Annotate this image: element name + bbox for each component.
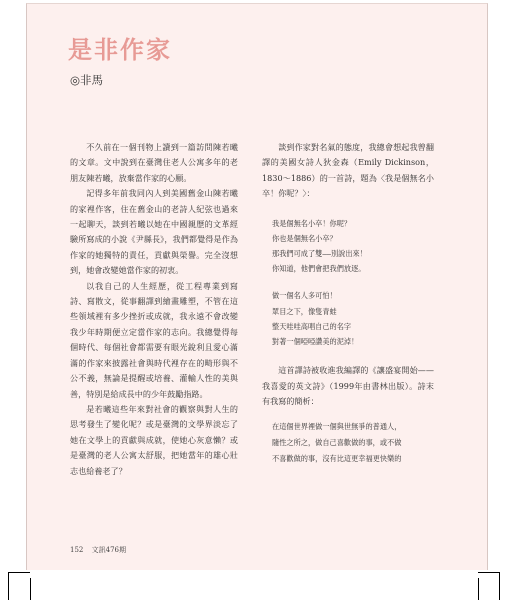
crop-mark bbox=[499, 572, 500, 600]
poem-line: 眾目之下，像隻青蛙 bbox=[272, 306, 337, 316]
publication-name: 文訊476期 bbox=[91, 546, 126, 554]
paragraph: 以我自己的人生經歷，從工程專業到寫詩、寫散文，從事翻譯到繪畫雕塑，不管在這些領域裡有多少挫折或成就，我永遠不會改變我少年時期便立定當作家的志向。我總覺得每個時代、每個社會都需要有眼光銳利且愛心滿滿的作家來披露社會與時代裡存在的畸形與不公不義，無論是提醒或培養、灌輸人性的美與善，特別是給成長中的少年鼓勵指路。 bbox=[70, 280, 238, 399]
stanza-break bbox=[272, 276, 434, 288]
commentary-line: 不喜歡做的事，沒有比這更幸福更快樂的 bbox=[272, 454, 402, 464]
article-title: 是非作家 bbox=[68, 35, 172, 64]
poem-block bbox=[272, 216, 434, 350]
poem-line: 那我們可成了雙——別說出來！ bbox=[272, 249, 367, 259]
crop-mark bbox=[478, 572, 500, 573]
paragraph: 不久前在一個刊物上讀到一篇訪問陳若曦的文章。文中說到在臺灣住老人公寓多年的老朋友陳若曦，放棄當作家的心願。 bbox=[70, 142, 238, 183]
crop-mark bbox=[8, 572, 9, 600]
paragraph: 是若曦這些年來對社會的觀察與對人生的思考發生了變化呢？或是臺灣的文學界淡忘了她在文學上的貢獻與成就，使她心灰意懶？或是臺灣的老人公寓太舒服，把她當年的雄心壯志也給養老了？ bbox=[70, 403, 238, 476]
poem-line: 對著一個啞啞讚美的泥淖！ bbox=[272, 337, 359, 347]
paragraph: 這首譯詩被收進我編譯的《讓盛宴開始——我喜愛的英文詩》（1999年由書林出版）。詩末有我寫的簡析： bbox=[262, 365, 434, 407]
poem-line: 我是個無名小卒！你呢？ bbox=[272, 218, 352, 228]
right-column bbox=[262, 140, 434, 467]
crop-mark bbox=[30, 578, 31, 600]
commentary-block bbox=[272, 419, 434, 467]
crop-mark bbox=[478, 578, 479, 600]
paragraph: 談到作家對名氣的態度，我總會想起我曾翻譯的美國女詩人狄金森（Emily Dickinson，1830～1886）的一首詩，題為〈我是個無名小卒！你呢？〉： bbox=[262, 142, 434, 199]
poem-line: 你也是個無名小卒？ bbox=[272, 233, 337, 243]
poem-line: 你知道，他們會把我們放逐。 bbox=[272, 264, 366, 274]
left-column bbox=[70, 140, 238, 479]
paragraph: 記得多年前我同內人到美國舊金山陳若曦的家裡作客，住在舊金山的老詩人紀弦也過來一起聊天，談到若曦以她在中國親歷的文革經驗所寫成的小說《尹縣長》，我們都覺得是作為作家的她獨特的責任，貢獻與榮譽。完全沒想到，她會改變她當作家的初衷。 bbox=[70, 188, 238, 276]
poem-line: 做一個名人多可怕！ bbox=[272, 291, 337, 301]
crop-mark bbox=[8, 572, 30, 573]
page-footer bbox=[70, 545, 126, 555]
author-byline: ◎非馬 bbox=[70, 73, 104, 87]
commentary-line: 隨性之所之，做自己喜歡做的事，或不做 bbox=[272, 438, 402, 448]
poem-line: 整天哇哇高唱自己的名字 bbox=[272, 321, 352, 331]
page-number: 152 bbox=[70, 546, 84, 554]
commentary-line: 在這個世界裡做一個與世無爭的普通人， bbox=[272, 422, 402, 432]
